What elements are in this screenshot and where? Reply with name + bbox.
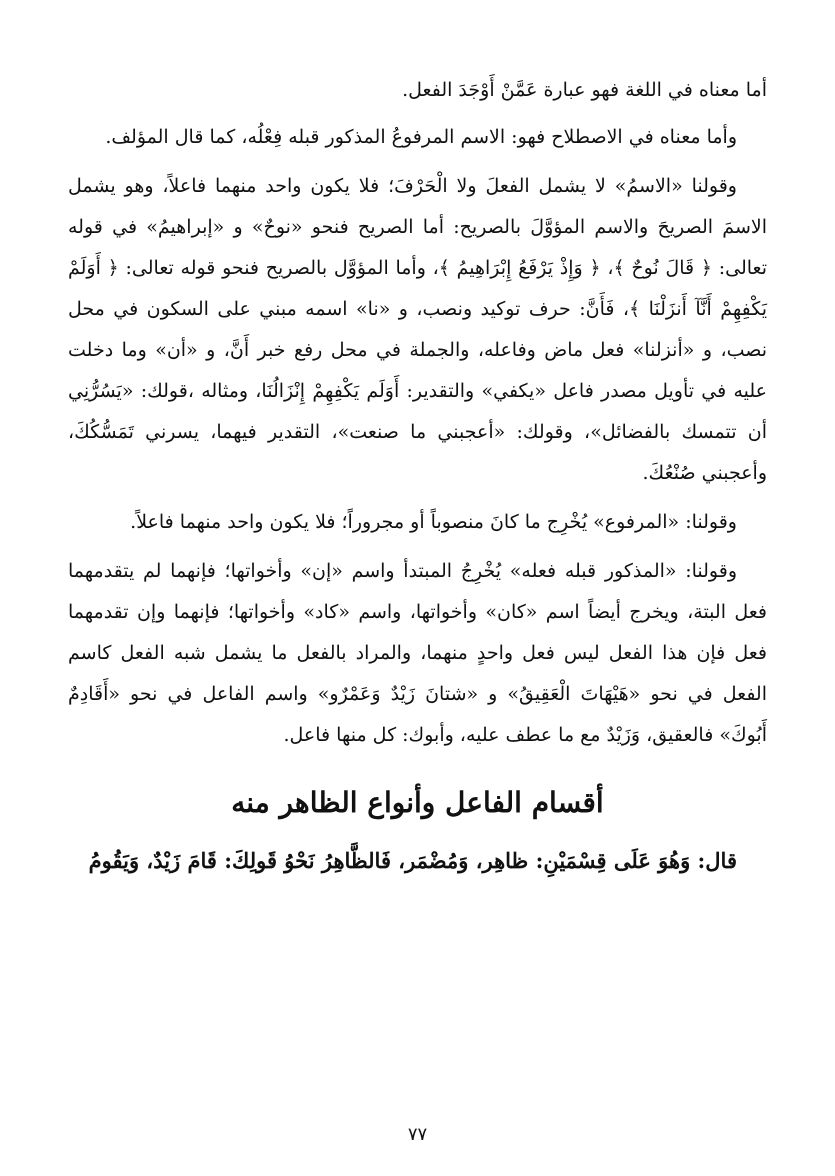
page-number: ٧٧ [407,1124,428,1145]
paragraph-linguistic-meaning: أما معناه في اللغة فهو عبارة عَمَّنْ أَوْجَدَ الفعل. [402,79,767,101]
paragraph-preceding-verb-explanation: وقولنا: «المذكور قبله فعله» يُخْرِجُ المبتدأ واسم «إن» وأخواتها؛ فإنهما لم يتقدمهما فعل البتة، ويخرج أيضاً اسم «كان» وأخواتها، واسم «كاد» وأخواتها؛ فإنهما وإن تقدمهما فعل فإن هذا الفعل ليس فعل واحدٍ منهما، والمراد بالفعل ما يشمل شبه الفعل كاسم الفعل في نحو «هَيْهَاتَ الْعَقِيقُ» و «شتانَ زَيْدٌ وَعَمْرٌو» واسم الفاعل في نحو «أَقَادِمٌ أَبُوكَ» فالعقيق، وَزَيْدٌ مع ما عطف عليه، وأبوك: كل منها فاعل. [68,560,767,746]
author-statement-line: قال: وَهُوَ عَلَى قِسْمَيْنِ: ظاهِر، وَمُضْمَر، فَالظَّاهِرُ نَحْوُ قَولِكَ: قَامَ زَيْدٌ، وَيَقُومُ [88,848,737,873]
paragraph-noun-explanation: وقولنا «الاسمُ» لا يشمل الفعلَ ولا الْحَرْفَ؛ فلا يكون واحد منهما فاعلاً، وهو يشمل الاسمَ الصريحَ والاسم المؤوَّلَ بالصريح: أما الصريح فنحو «نوحٌ» و «إبراهيمُ» في قوله تعالى: ﴿ قَالَ نُوحٌ ﴾، ﴿ وَإِذْ يَرْفَعُ إِبْرَاهِيمُ ﴾، وأما المؤوَّل بالصريح فنحو قوله تعالى: ﴿ أَوَلَمْ يَكْفِهِمْ أَنَّآ أَنزَلْنَا ﴾، فَأَنَّ: حرف توكيد ونصب، و «نا» اسمه مبني على السكون في محل نصب، و «أنزلنا» فعل ماض وفاعله، والجملة في محل رفع خبر أَنَّ، و «أن» وما دخلت عليه في تأويل مصدر فاعل «يكفي» والتقدير: أَوَلَم يَكْفِهِمْ إِنْزَالُنَا، ومثاله ،قولك: «يَسُرُّنِي أن تتمسك بالفضائل»، وقولك: «أعجبني ما صنعت»، التقدير فيهما، يسرني تَمَسُّكُكَ، وأعجبني صُنْعُكَ. [68,175,767,484]
section-heading: أقسام الفاعل وأنواع الظاهر منه [231,786,604,819]
paragraph-marfu-explanation: وقولنا: «المرفوع» يُخْرِج ما كانَ منصوباً أو مجروراً؛ فلا يكون واحد منهما فاعلاً. [130,511,737,533]
paragraph-technical-meaning: وأما معناه في الاصطلاح فهو: الاسم المرفوعُ المذكور قبله فِعْلُه، كما قال المؤلف. [105,126,737,148]
